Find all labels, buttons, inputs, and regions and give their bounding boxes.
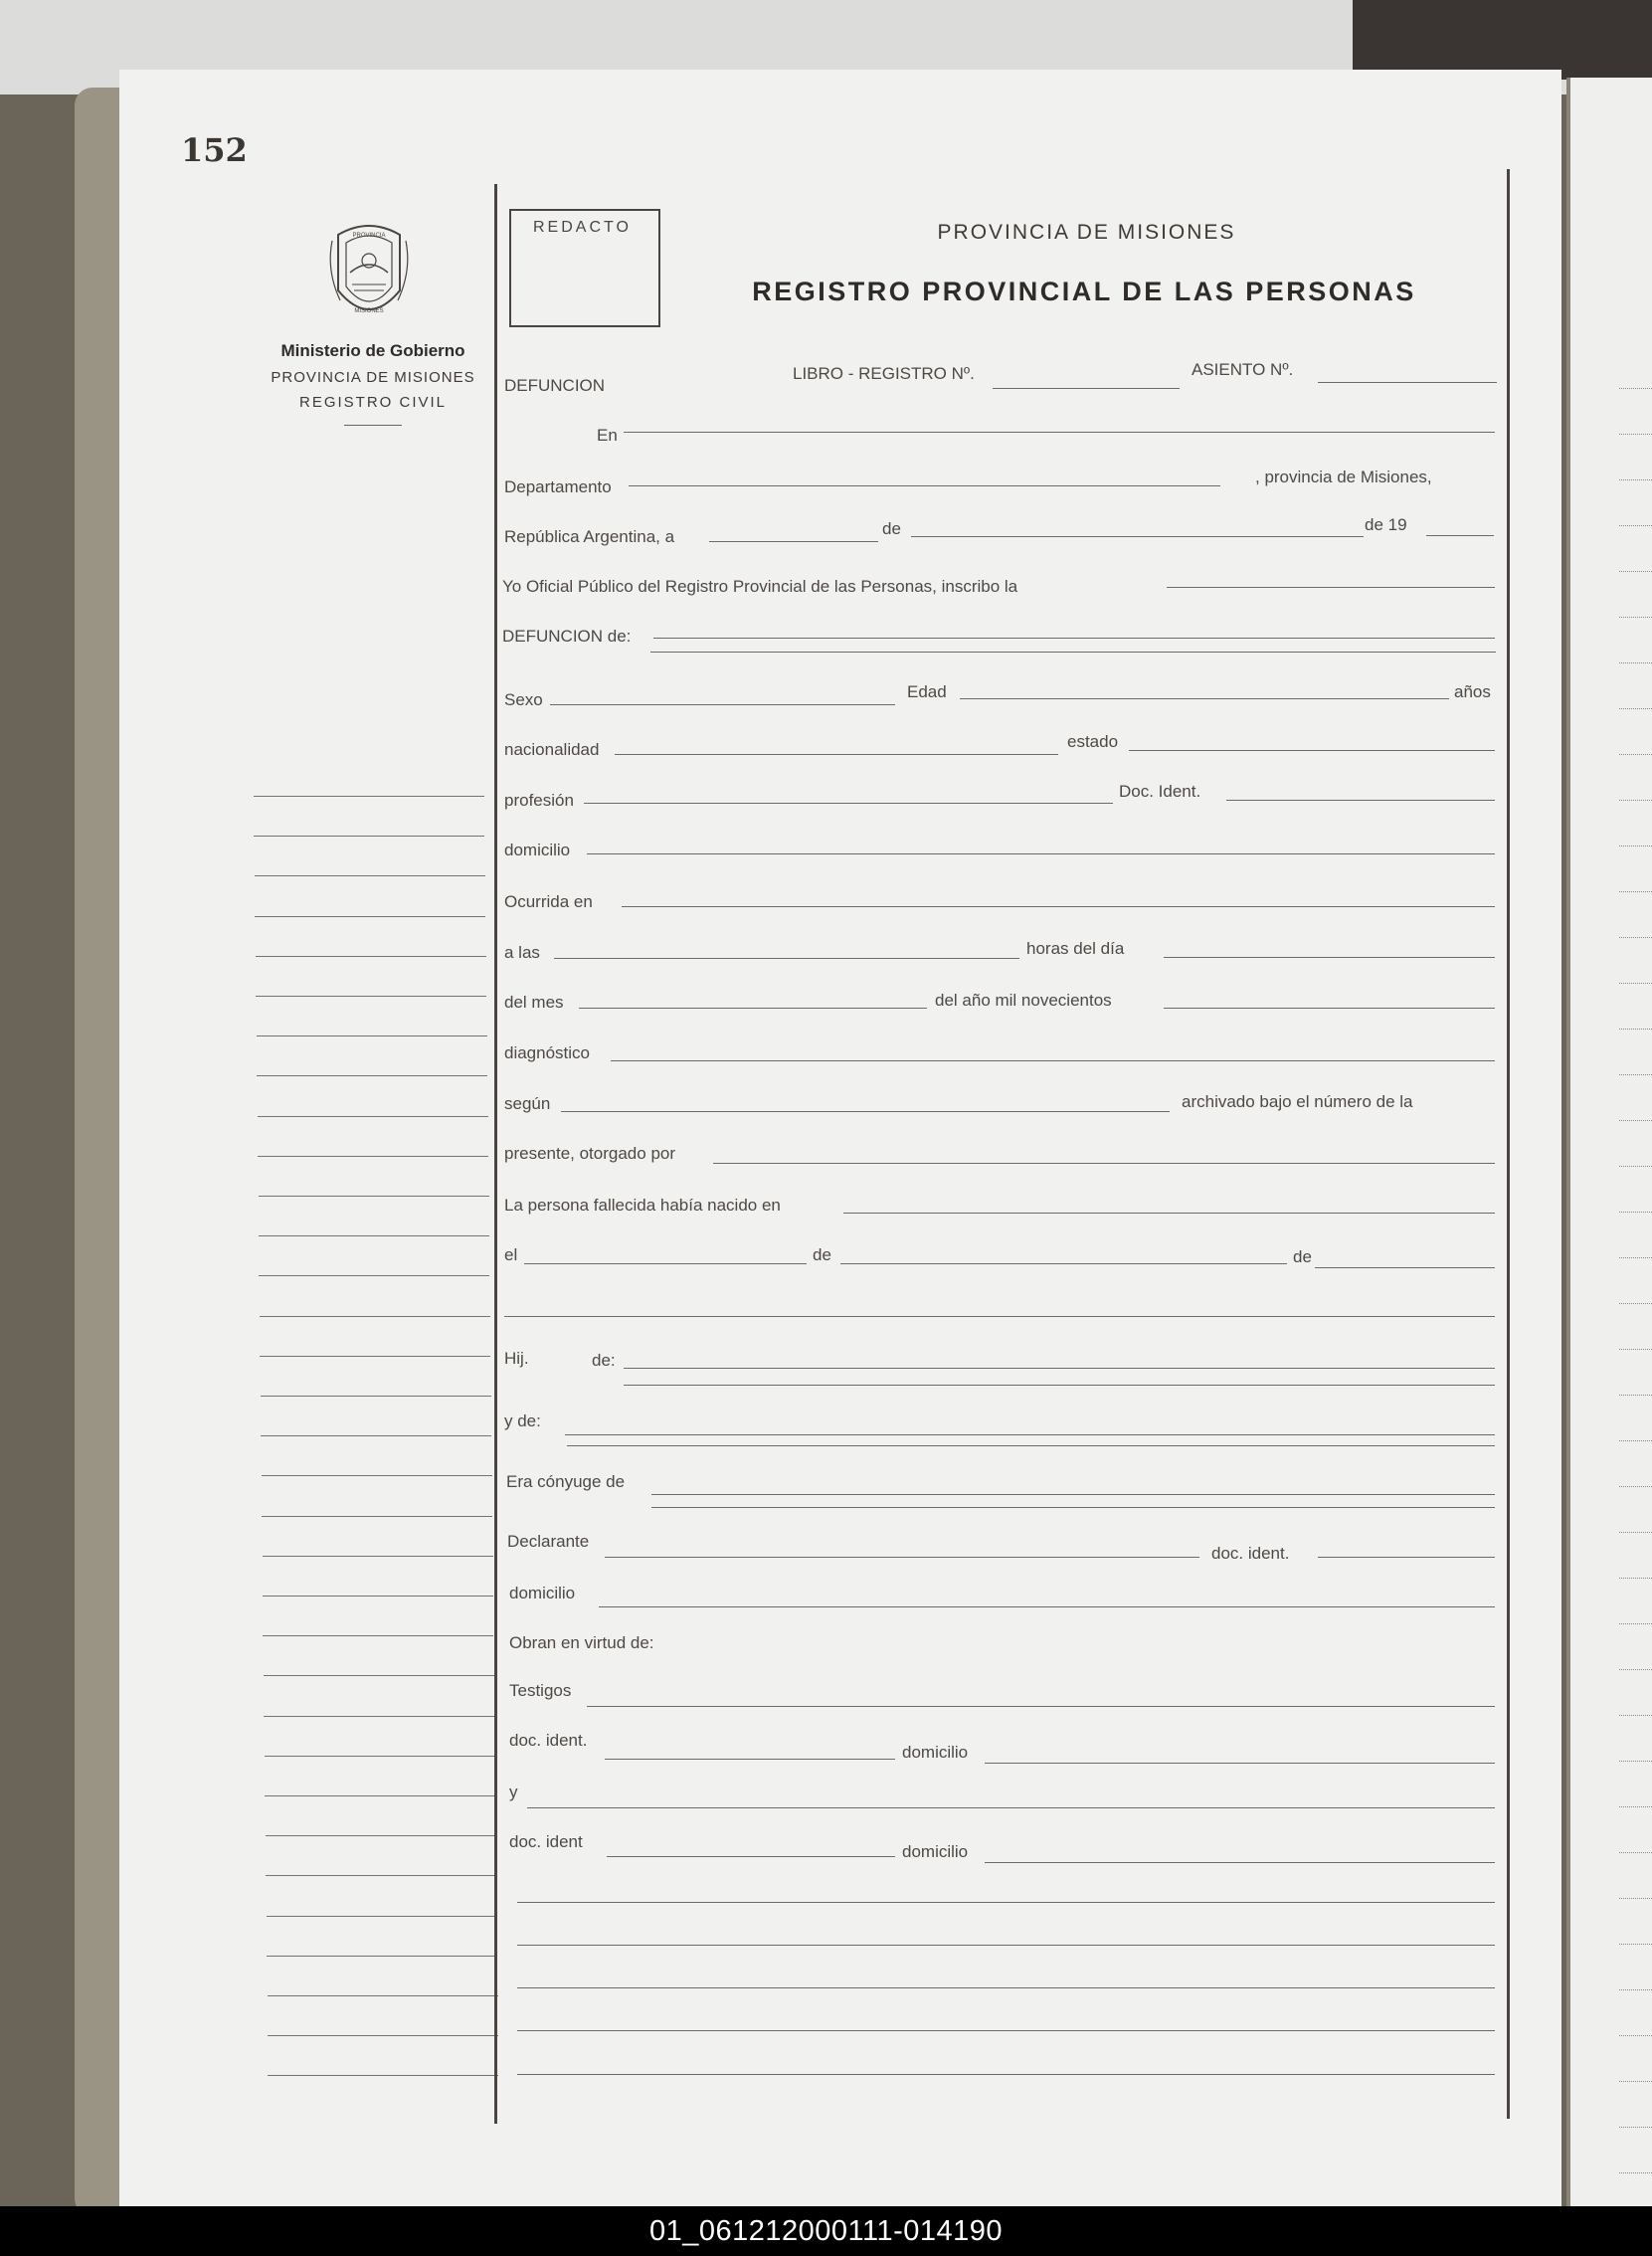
margin-line bbox=[255, 875, 485, 876]
fill-line bbox=[1318, 1557, 1495, 1558]
facing-line bbox=[1619, 1761, 1652, 1762]
label-en: En bbox=[597, 426, 618, 445]
facing-line bbox=[1619, 1486, 1652, 1487]
fill-line bbox=[1167, 587, 1495, 588]
fill-line bbox=[611, 1060, 1495, 1061]
facing-line bbox=[1619, 1806, 1652, 1807]
header-title: REGISTRO PROVINCIAL DE LAS PERSONAS bbox=[752, 277, 1416, 306]
label-conyuge: Era cónyuge de bbox=[506, 1472, 626, 1491]
fill-line bbox=[561, 1111, 1170, 1112]
header-province: PROVINCIA DE MISIONES bbox=[937, 221, 1236, 244]
fill-line bbox=[624, 432, 1495, 433]
fill-line bbox=[993, 388, 1180, 389]
label-del-mes: del mes bbox=[504, 993, 564, 1012]
label-de-colon: de: bbox=[592, 1351, 616, 1370]
margin-line bbox=[265, 1756, 495, 1757]
facing-line bbox=[1619, 800, 1652, 801]
background-right bbox=[1353, 0, 1652, 80]
label-el: el bbox=[504, 1245, 518, 1264]
facing-page bbox=[1566, 78, 1652, 2206]
label-doc-ident-2: doc. ident. bbox=[1211, 1544, 1290, 1563]
facing-line bbox=[1619, 1257, 1652, 1258]
label-edad: Edad bbox=[907, 682, 947, 701]
fill-line bbox=[960, 698, 1449, 699]
label-presente: presente, otorgado por bbox=[504, 1144, 676, 1163]
label-doc-ident-1: Doc. Ident. bbox=[1119, 782, 1201, 801]
label-departamento: Departamento bbox=[504, 477, 612, 496]
label-anos: años bbox=[1454, 682, 1491, 701]
facing-line bbox=[1619, 708, 1652, 709]
facing-line bbox=[1619, 937, 1652, 938]
label-del-ano: del año mil novecientos bbox=[935, 991, 1112, 1010]
label-defuncion: DEFUNCION bbox=[504, 376, 606, 395]
label-republica: República Argentina, a bbox=[504, 527, 675, 546]
facing-line bbox=[1619, 1212, 1652, 1213]
fill-line bbox=[1226, 800, 1495, 801]
margin-line bbox=[256, 996, 486, 997]
margin-line bbox=[256, 956, 486, 957]
fill-line bbox=[587, 1706, 1495, 1707]
label-provincia: , provincia de Misiones, bbox=[1255, 468, 1432, 486]
label-yo-oficial: Yo Oficial Público del Registro Provincial de las Personas, inscribo la bbox=[502, 577, 1018, 596]
margin-line bbox=[268, 2075, 498, 2076]
fill-line bbox=[1426, 535, 1494, 536]
label-a-las: a las bbox=[504, 943, 540, 962]
label-domicilio-4: domicilio bbox=[902, 1842, 969, 1861]
label-nacido: La persona fallecida había nacido en bbox=[504, 1196, 781, 1215]
fill-line bbox=[650, 652, 1496, 653]
facing-line bbox=[1619, 1715, 1652, 1716]
label-sexo: Sexo bbox=[504, 690, 543, 709]
fill-line bbox=[651, 1507, 1495, 1508]
margin-line bbox=[266, 1835, 496, 1836]
redacto-box bbox=[509, 209, 660, 327]
fill-line bbox=[1164, 1008, 1495, 1009]
redacto-label: REDACTO bbox=[533, 219, 632, 236]
fill-line bbox=[517, 2074, 1495, 2075]
label-obran: Obran en virtud de: bbox=[509, 1633, 654, 1652]
fill-line bbox=[911, 536, 1364, 537]
facing-line bbox=[1619, 617, 1652, 618]
margin-line bbox=[257, 1035, 487, 1036]
fill-line bbox=[985, 1862, 1495, 1863]
facing-line bbox=[1619, 2172, 1652, 2173]
facing-line bbox=[1619, 1440, 1652, 1441]
facing-line bbox=[1619, 1944, 1652, 1945]
facing-line bbox=[1619, 662, 1652, 663]
facing-line bbox=[1619, 1623, 1652, 1624]
fill-line bbox=[527, 1807, 1495, 1808]
fill-line bbox=[554, 958, 1019, 959]
fill-line bbox=[607, 1856, 895, 1857]
margin-line bbox=[267, 1916, 497, 1917]
margin-line bbox=[264, 1675, 494, 1676]
facing-line bbox=[1619, 983, 1652, 984]
fill-line bbox=[622, 906, 1495, 907]
label-profesion: profesión bbox=[504, 791, 574, 810]
facing-line bbox=[1619, 1349, 1652, 1350]
fill-line bbox=[1318, 382, 1497, 383]
crest-bottom-text: MISIONES bbox=[354, 308, 384, 314]
facing-line bbox=[1619, 1532, 1652, 1533]
margin-line bbox=[263, 1556, 493, 1557]
margin-line bbox=[254, 836, 484, 837]
facing-line bbox=[1619, 388, 1652, 389]
facing-line bbox=[1619, 1074, 1652, 1075]
fill-line bbox=[504, 1316, 1495, 1317]
facing-line bbox=[1619, 434, 1652, 435]
fill-line bbox=[605, 1557, 1199, 1558]
label-hij: Hij. bbox=[504, 1349, 529, 1368]
fill-line bbox=[584, 803, 1113, 804]
margin-line bbox=[255, 916, 485, 917]
facing-line bbox=[1619, 2127, 1652, 2128]
label-horas: horas del día bbox=[1026, 939, 1125, 958]
fill-line bbox=[565, 1434, 1495, 1435]
margin-line bbox=[257, 1075, 487, 1076]
margin-line bbox=[254, 796, 484, 797]
fill-line bbox=[1129, 750, 1495, 751]
fill-line bbox=[709, 541, 878, 542]
facing-line bbox=[1619, 1898, 1652, 1899]
fill-line bbox=[550, 704, 895, 705]
fill-line bbox=[713, 1163, 1495, 1164]
label-domicilio-3: domicilio bbox=[902, 1743, 969, 1762]
margin-line bbox=[268, 2035, 498, 2036]
label-estado: estado bbox=[1067, 732, 1119, 751]
margin-line bbox=[262, 1475, 492, 1476]
fill-line bbox=[524, 1263, 807, 1264]
margin-line bbox=[268, 1995, 498, 1996]
fill-line bbox=[840, 1263, 1287, 1264]
fill-line bbox=[579, 1008, 927, 1009]
fill-line bbox=[1315, 1267, 1495, 1268]
fill-line bbox=[517, 1902, 1495, 1903]
facing-line bbox=[1619, 2081, 1652, 2082]
facing-line bbox=[1619, 754, 1652, 755]
fill-line bbox=[517, 2030, 1495, 2031]
ministry-name: Ministerio de Gobierno bbox=[280, 341, 465, 360]
facing-line bbox=[1619, 1989, 1652, 1990]
label-declarante: Declarante bbox=[507, 1532, 590, 1551]
margin-line bbox=[261, 1396, 491, 1397]
ministry-divider bbox=[344, 425, 402, 426]
facing-line bbox=[1619, 1669, 1652, 1670]
fill-line bbox=[605, 1759, 895, 1760]
facing-line bbox=[1619, 891, 1652, 892]
fill-line bbox=[1164, 957, 1495, 958]
label-y: y bbox=[509, 1783, 518, 1801]
label-domicilio-1: domicilio bbox=[504, 841, 571, 859]
label-domicilio-2: domicilio bbox=[509, 1584, 576, 1602]
fill-line bbox=[517, 1945, 1495, 1946]
margin-line bbox=[261, 1435, 491, 1436]
margin-line bbox=[258, 1116, 488, 1117]
footer-id: 01_061212000111-014190 bbox=[0, 2206, 1652, 2256]
fill-line bbox=[985, 1763, 1495, 1764]
label-de-a: de bbox=[882, 519, 901, 538]
label-diagnostico: diagnóstico bbox=[504, 1043, 591, 1062]
facing-line bbox=[1619, 1852, 1652, 1853]
fill-line bbox=[615, 754, 1058, 755]
facing-line bbox=[1619, 1029, 1652, 1030]
fill-line bbox=[587, 853, 1495, 854]
fill-line bbox=[843, 1213, 1495, 1214]
margin-line bbox=[258, 1156, 488, 1157]
margin-line bbox=[263, 1635, 493, 1636]
label-defuncion-de: DEFUNCION de: bbox=[502, 627, 632, 646]
provincial-crest-icon bbox=[328, 221, 410, 330]
margin-line bbox=[259, 1235, 489, 1236]
label-testigos: Testigos bbox=[509, 1681, 572, 1700]
facing-line bbox=[1619, 2035, 1652, 2036]
label-doc-ident-4: doc. ident bbox=[509, 1832, 583, 1851]
margin-line bbox=[262, 1516, 492, 1517]
facing-line bbox=[1619, 1303, 1652, 1304]
label-libro: LIBRO - REGISTRO Nº. bbox=[793, 364, 975, 383]
facing-line bbox=[1619, 525, 1652, 526]
facing-line bbox=[1619, 1166, 1652, 1167]
margin-line bbox=[259, 1196, 489, 1197]
facing-line bbox=[1619, 1120, 1652, 1121]
crest-top-text: PROVINCIA bbox=[352, 233, 386, 239]
label-nacionalidad: nacionalidad bbox=[504, 740, 600, 759]
left-rule bbox=[494, 184, 497, 2124]
margin-line bbox=[263, 1596, 493, 1597]
fill-line bbox=[624, 1368, 1495, 1369]
facing-line bbox=[1619, 571, 1652, 572]
margin-line bbox=[260, 1316, 490, 1317]
fill-line bbox=[599, 1606, 1495, 1607]
margin-line bbox=[265, 1795, 495, 1796]
ministry-province: PROVINCIA DE MISIONES bbox=[271, 369, 475, 386]
ministry-office: REGISTRO CIVIL bbox=[298, 394, 448, 411]
ministry-block bbox=[244, 341, 502, 426]
facing-line bbox=[1619, 479, 1652, 480]
fill-line bbox=[629, 485, 1220, 486]
fill-line bbox=[653, 638, 1495, 639]
fill-line bbox=[517, 1987, 1495, 1988]
margin-line bbox=[266, 1875, 496, 1876]
label-asiento: ASIENTO Nº. bbox=[1192, 360, 1294, 379]
label-de-b: de bbox=[813, 1245, 831, 1264]
margin-line bbox=[259, 1275, 489, 1276]
fill-line bbox=[567, 1445, 1495, 1446]
label-segun: según bbox=[504, 1094, 551, 1113]
label-archivado: archivado bajo el número de la bbox=[1182, 1092, 1413, 1111]
margin-line bbox=[264, 1716, 494, 1717]
right-rule bbox=[1507, 169, 1510, 2119]
label-de19: de 19 bbox=[1365, 515, 1407, 534]
facing-line bbox=[1619, 1395, 1652, 1396]
page-number: 152 bbox=[181, 131, 248, 169]
margin-line bbox=[267, 1956, 497, 1957]
margin-line bbox=[260, 1356, 490, 1357]
fill-line bbox=[624, 1385, 1495, 1386]
label-y-de: y de: bbox=[504, 1411, 541, 1430]
label-doc-ident-3: doc. ident. bbox=[509, 1731, 588, 1750]
facing-line bbox=[1619, 1578, 1652, 1579]
label-ocurrida: Ocurrida en bbox=[504, 892, 593, 911]
fill-line bbox=[651, 1494, 1495, 1495]
label-de-c: de bbox=[1293, 1247, 1312, 1266]
